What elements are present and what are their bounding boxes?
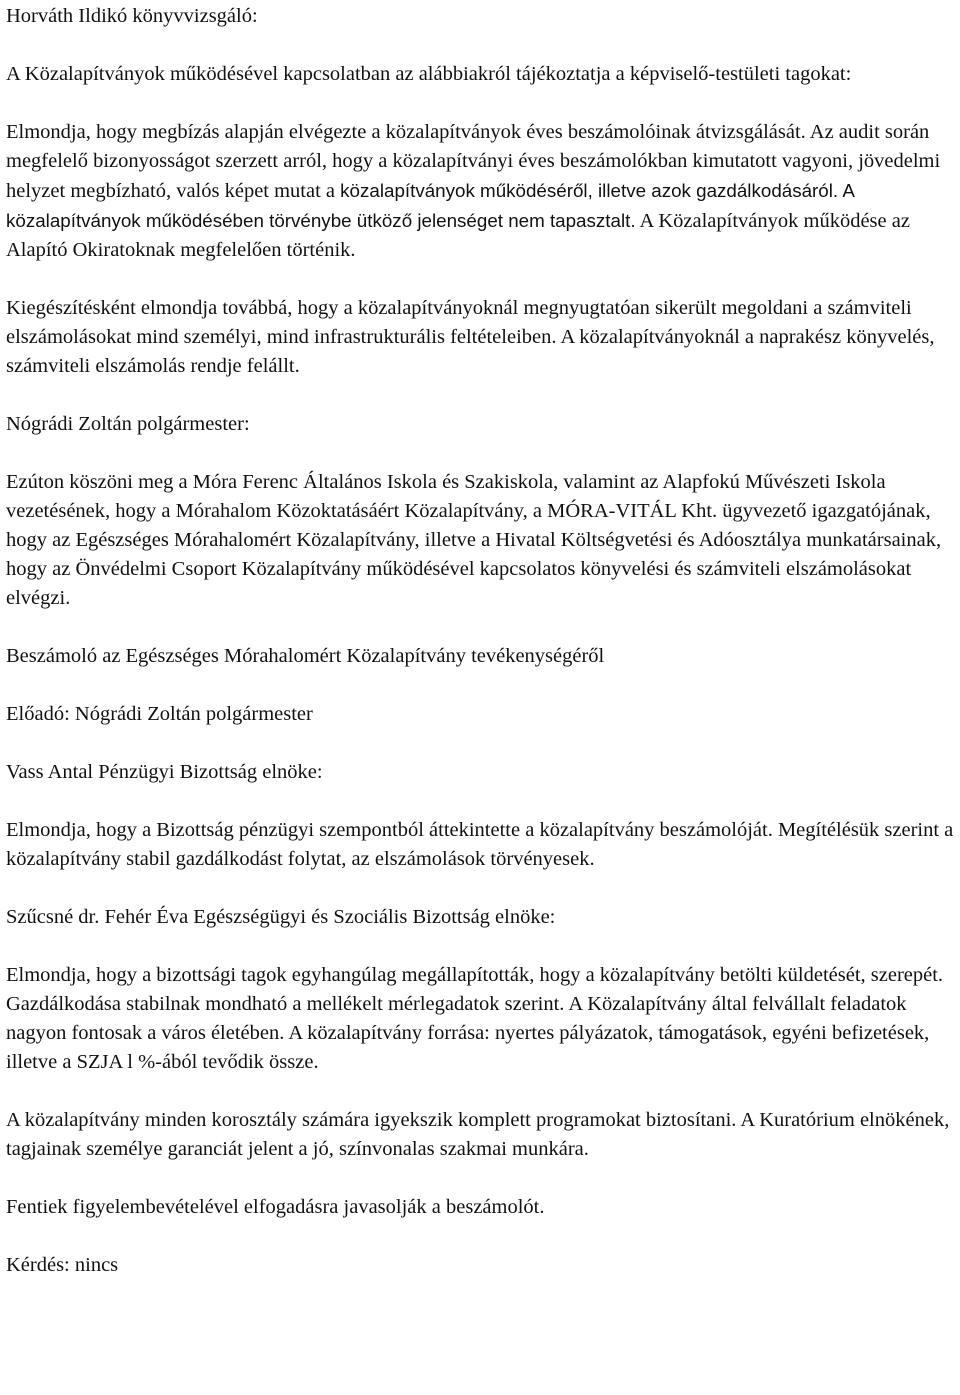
recommendation-paragraph: Fentiek figyelembevételével elfogadásra javasolják a beszámolót. bbox=[6, 1196, 545, 1218]
audit-paragraph bbox=[6, 118, 958, 265]
programs-paragraph: A közalapítvány minden korosztály számára igyekszik komplett programokat biztosítani. A Kuratórium elnökének, tagjainak személye garanciát jelent a jó, színvonalas szakmai munkára. bbox=[6, 1109, 950, 1160]
supplement-paragraph: Kiegészítésként elmondja továbbá, hogy a közalapítványoknál megnyugtatóan sikerült megoldani a számviteli elszámolásokat mind személyi, mind infrastrukturális feltételeiben. A közalapítványoknál a naprakész könyvelés, számviteli elszámolás rendje felállt. bbox=[6, 297, 935, 377]
document-page bbox=[6, 2, 958, 1280]
intro-paragraph: A Közalapítványok működésével kapcsolatban az alábbiakról tájékoztatja a képviselő-testületi tagokat: bbox=[6, 63, 852, 85]
audit-text-serif: Elmondja, hogy megbízás alapján elvégezte a közalapítványok éves beszámolóinak átvizsgálását. Az audit során megfelelő bizonyosságot szerzett arról, hogy a közalapítványi éves beszámolókban kimutatott vagyoni, jövedelmi helyzet megbízható, valós képet mutat a bbox=[6, 121, 941, 202]
speaker-heading: Szűcsné dr. Fehér Éva Egészségügyi és Szociális Bizottság elnöke: bbox=[6, 906, 556, 928]
questions-line: Kérdés: nincs bbox=[6, 1254, 119, 1276]
thanks-paragraph: Ezúton köszöni meg a Móra Ferenc Általános Iskola és Szakiskola, valamint az Alapfokú Művészeti Iskola vezetésének, hogy a Mórahalom Közoktatásáért Közalapítvány, a MÓRA-VITÁL Kht. ügyvezető igazgatójának, hogy az Egészséges Mórahalomért Közalapítvány, illetve a Hivatal Költségvetési és Adóosztálya munkatársainak, hogy az Önvédelmi Csoport Közalapítvány működésével kapcsolatos könyvelési és számviteli elszámolásokat elvégzi. bbox=[6, 471, 942, 609]
audit-text-serif-end: A Közalapítványok működése az Alapító Okiratoknak megfelelően történik. bbox=[6, 210, 910, 261]
audit-text-sans: közalapítványok működéséről, illetve azok gazdálkodásáról. A közalapítványok működésében törvénybe ütköző jelenséget nem tapasztalt. bbox=[6, 180, 854, 231]
finance-committee-paragraph: Elmondja, hogy a Bizottság pénzügyi szempontból áttekintette a közalapítvány beszámolóját. Megítélésük szerint a közalapítvány stabil gazdálkodást folytat, az elszámolások törvényesek. bbox=[6, 819, 954, 870]
health-committee-paragraph: Elmondja, hogy a bizottsági tagok egyhangúlag megállapították, hogy a közalapítvány betölti küldetését, szerepét. Gazdálkodása stabilnak mondható a mellékelt mérlegadatok szerint. A Közalapítvány által felvállalt feladatok nagyon fontosak a város életében. A közalapítvány forrása: nyertes pályázatok, támogatások, egyéni befizetések, illetve a SZJA l %-ából tevődik össze. bbox=[6, 964, 944, 1073]
agenda-heading: Beszámoló az Egészséges Mórahalomért Közalapítvány tevékenységéről bbox=[6, 645, 605, 667]
speaker-heading: Vass Antal Pénzügyi Bizottság elnöke: bbox=[6, 761, 323, 783]
presenter-line: Előadó: Nógrádi Zoltán polgármester bbox=[6, 703, 313, 725]
speaker-heading: Nógrádi Zoltán polgármester: bbox=[6, 413, 250, 435]
speaker-heading: Horváth Ildikó könyvvizsgáló: bbox=[6, 5, 258, 27]
